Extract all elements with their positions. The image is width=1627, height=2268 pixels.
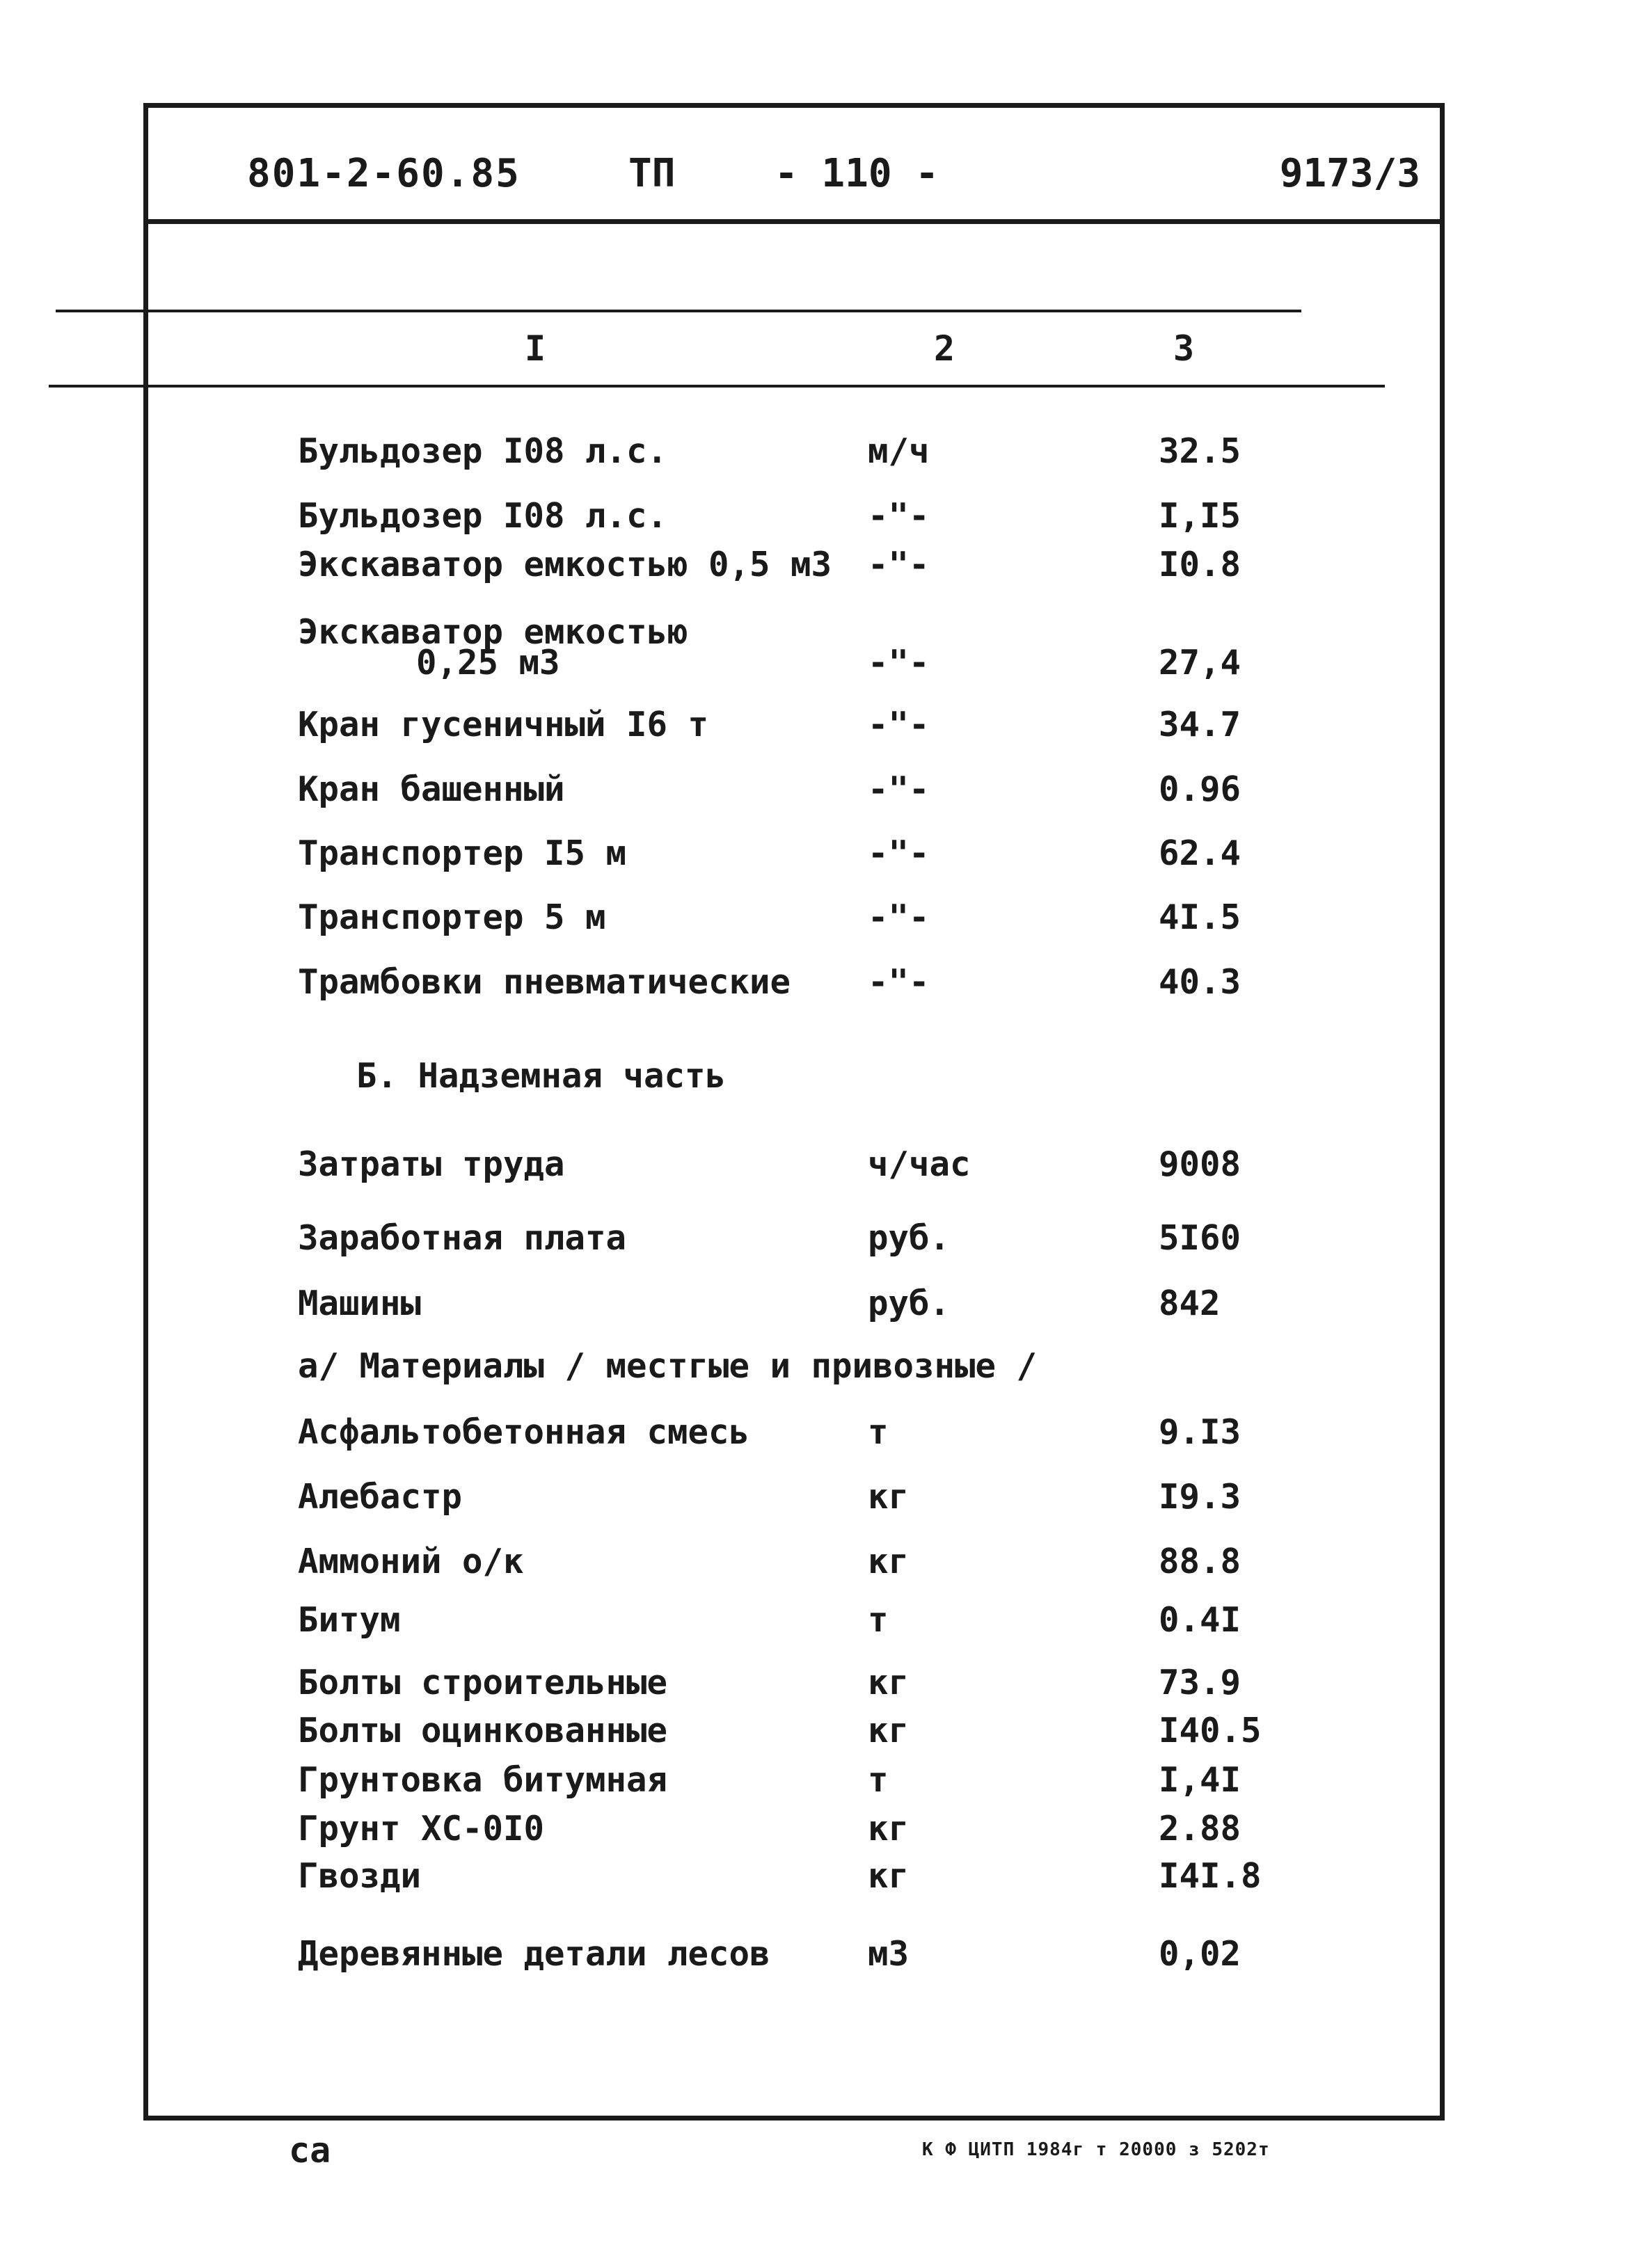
- row-name: Экскаватор емкостью 0,5 м3: [298, 545, 832, 584]
- table-row: [0, 833, 1627, 884]
- table-row: [0, 1144, 1627, 1195]
- table-row: [0, 1542, 1627, 1592]
- table-row: [0, 1218, 1627, 1268]
- row-name: Битум: [298, 1600, 401, 1640]
- row-quantity: 5I60: [1159, 1218, 1241, 1258]
- table-row: [0, 1760, 1627, 1810]
- row-unit: руб.: [868, 1218, 951, 1258]
- row-quantity: I,4I: [1159, 1760, 1241, 1800]
- row-unit: -"-: [868, 643, 930, 682]
- row-unit: -"-: [868, 833, 930, 873]
- row-unit: м3: [868, 1934, 910, 1974]
- row-quantity: I0.8: [1159, 545, 1241, 584]
- table-row: [0, 1934, 1627, 1984]
- row-name: Транспортер 5 м: [298, 897, 606, 937]
- row-name: Бульдозер I08 л.с.: [298, 496, 668, 536]
- row-name: Болты строительные: [298, 1663, 668, 1702]
- table-row: [0, 1412, 1627, 1462]
- row-unit: -"-: [868, 705, 930, 744]
- row-quantity: I,I5: [1159, 496, 1241, 536]
- footer-mark: ca: [289, 2130, 331, 2171]
- row-name: Затраты труда: [298, 1144, 565, 1184]
- row-name: Машины: [298, 1284, 422, 1323]
- row-name: Экскаватор емкостью: [298, 612, 688, 652]
- row-quantity: I40.5: [1159, 1711, 1262, 1750]
- table-row: [0, 1809, 1627, 1859]
- row-name: Грунт ХС-0I0: [298, 1809, 545, 1848]
- row-unit: кг: [868, 1663, 910, 1702]
- row-name: Транспортер I5 м: [298, 833, 627, 873]
- table-row: [0, 545, 1627, 595]
- row-quantity: 27,4: [1159, 643, 1241, 682]
- row-name: Асфальтобетонная смесь: [298, 1412, 750, 1452]
- row-unit: -"-: [868, 769, 930, 809]
- page-number: - 110 -: [775, 151, 939, 196]
- row-quantity: 0.4I: [1159, 1600, 1241, 1640]
- row-name: Аммоний о/к: [298, 1542, 524, 1581]
- row-name: Алебастр: [298, 1477, 463, 1517]
- row-unit: кг: [868, 1711, 910, 1750]
- row-unit: ч/час: [868, 1144, 971, 1184]
- table-row: [0, 962, 1627, 1012]
- row-quantity: 34.7: [1159, 705, 1241, 744]
- row-unit: -"-: [868, 545, 930, 584]
- table-row: [0, 1663, 1627, 1713]
- column-header-2: 2: [934, 328, 955, 369]
- row-name-continuation: 0,25 м3: [416, 643, 560, 682]
- document-type: ТП: [628, 151, 676, 196]
- row-name: Заработная плата: [298, 1218, 627, 1258]
- row-quantity: 4I.5: [1159, 897, 1241, 937]
- row-quantity: 9008: [1159, 1144, 1241, 1184]
- table-row: [0, 1856, 1627, 1906]
- row-unit: кг: [868, 1856, 910, 1896]
- row-unit: м/ч: [868, 431, 930, 471]
- row-unit: кг: [868, 1542, 910, 1581]
- project-code: 801-2-60.85: [247, 151, 521, 196]
- row-name: Кран гусеничный I6 т: [298, 705, 709, 744]
- row-name: Бульдозер I08 л.с.: [298, 431, 668, 471]
- table-row: [0, 1477, 1627, 1527]
- row-unit: кг: [868, 1809, 910, 1848]
- table-row: [0, 496, 1627, 546]
- row-name: Гвозди: [298, 1856, 422, 1896]
- table-row: [0, 1600, 1627, 1650]
- row-quantity: I9.3: [1159, 1477, 1241, 1517]
- row-unit: -"-: [868, 496, 930, 536]
- row-unit: т: [868, 1760, 889, 1800]
- row-quantity: 73.9: [1159, 1663, 1241, 1702]
- row-quantity: 62.4: [1159, 833, 1241, 873]
- row-quantity: I4I.8: [1159, 1856, 1262, 1896]
- table-row: [0, 1284, 1627, 1334]
- row-name: а/ Материалы / местгые и привозные /: [298, 1346, 1038, 1386]
- row-unit: т: [868, 1412, 889, 1452]
- row-quantity: 0,02: [1159, 1934, 1241, 1974]
- column-header-1: I: [525, 328, 546, 369]
- row-quantity: 88.8: [1159, 1542, 1241, 1581]
- section-heading: [0, 1056, 1627, 1106]
- row-quantity: 40.3: [1159, 962, 1241, 1002]
- row-name: Трамбовки пневматические: [298, 962, 791, 1002]
- document-number: 9173/3: [1279, 151, 1420, 196]
- row-quantity: 32.5: [1159, 431, 1241, 471]
- column-header-3: 3: [1173, 328, 1195, 369]
- row-unit: руб.: [868, 1284, 951, 1323]
- table-row: [0, 612, 1627, 682]
- row-unit: -"-: [868, 962, 930, 1002]
- table-row: [0, 1711, 1627, 1761]
- row-unit: -"-: [868, 897, 930, 937]
- table-row: [0, 1346, 1627, 1396]
- row-quantity: 0.96: [1159, 769, 1241, 809]
- row-quantity: 9.I3: [1159, 1412, 1241, 1452]
- table-row: [0, 897, 1627, 948]
- footer-print-info: К Ф ЦИТП 1984г т 20000 з 5202т: [922, 2139, 1270, 2160]
- table-row: [0, 769, 1627, 820]
- row-unit: т: [868, 1600, 889, 1640]
- row-unit: кг: [868, 1477, 910, 1517]
- table-row: [0, 705, 1627, 755]
- row-quantity: 2.88: [1159, 1809, 1241, 1848]
- row-name: Б. Надземная часть: [356, 1056, 727, 1096]
- row-quantity: 842: [1159, 1284, 1221, 1323]
- row-name: Грунтовка битумная: [298, 1760, 668, 1800]
- row-name: Болты оцинкованные: [298, 1711, 668, 1750]
- row-name: Кран башенный: [298, 769, 565, 809]
- table-row: [0, 431, 1627, 481]
- row-name: Деревянные детали лесов: [298, 1934, 770, 1974]
